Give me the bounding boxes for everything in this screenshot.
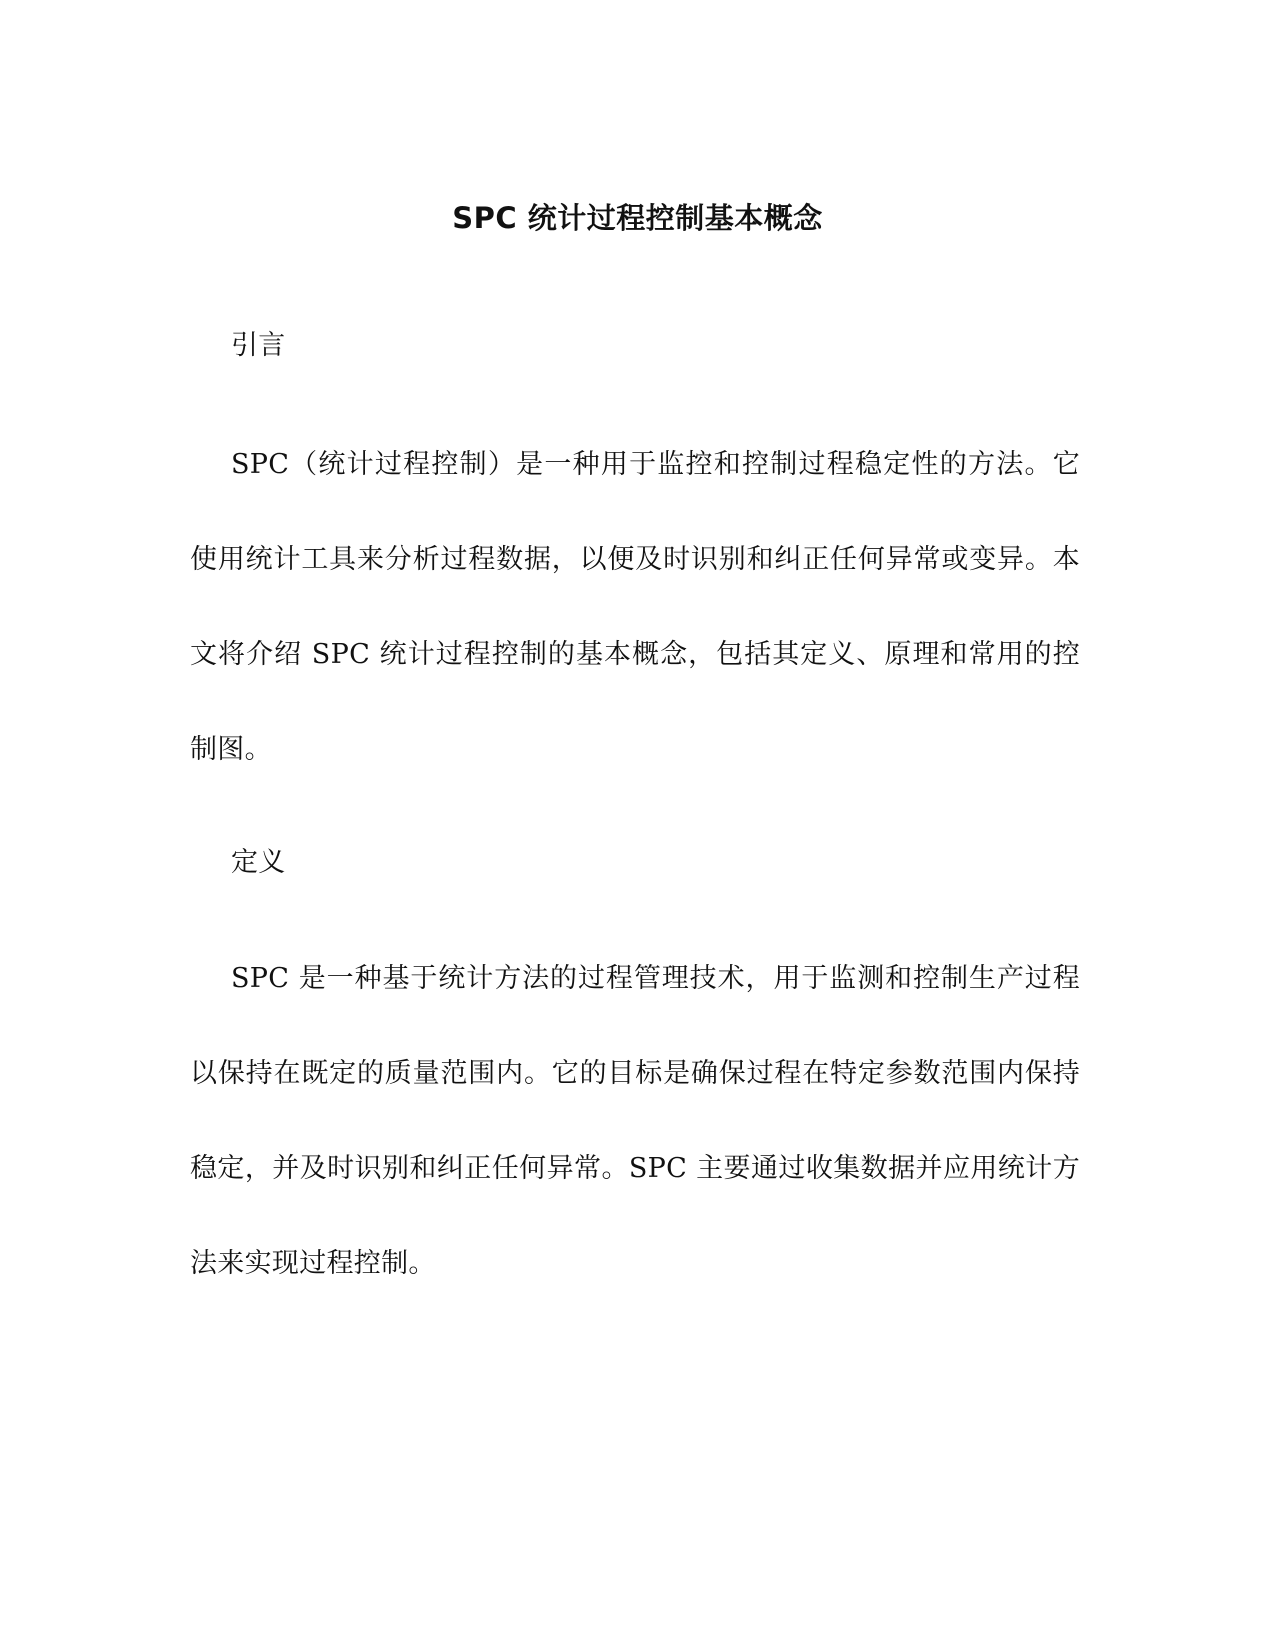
section-paragraph-definition: SPC 是一种基于统计方法的过程管理技术，用于监测和控制生产过程以保持在既定的质量范围内。它的目标是确保过程在特定参数范围内保持稳定，并及时识别和纠正任何异常。SPC 主要通过收集数据并应用统计方法来实现过程控制。	[190, 963, 1080, 1279]
document-title: SPC 统计过程控制基本概念	[452, 201, 823, 235]
section-paragraph-introduction: SPC（统计过程控制）是一种用于监控和控制过程稳定性的方法。它使用统计工具来分析过程数据，以便及时识别和纠正任何异常或变异。本文将介绍 SPC 统计过程控制的基本概念，包括其定义、原理和常用的控制图。	[190, 449, 1080, 765]
section-heading-introduction: 引言	[231, 330, 286, 361]
section-heading-definition: 定义	[231, 847, 286, 878]
